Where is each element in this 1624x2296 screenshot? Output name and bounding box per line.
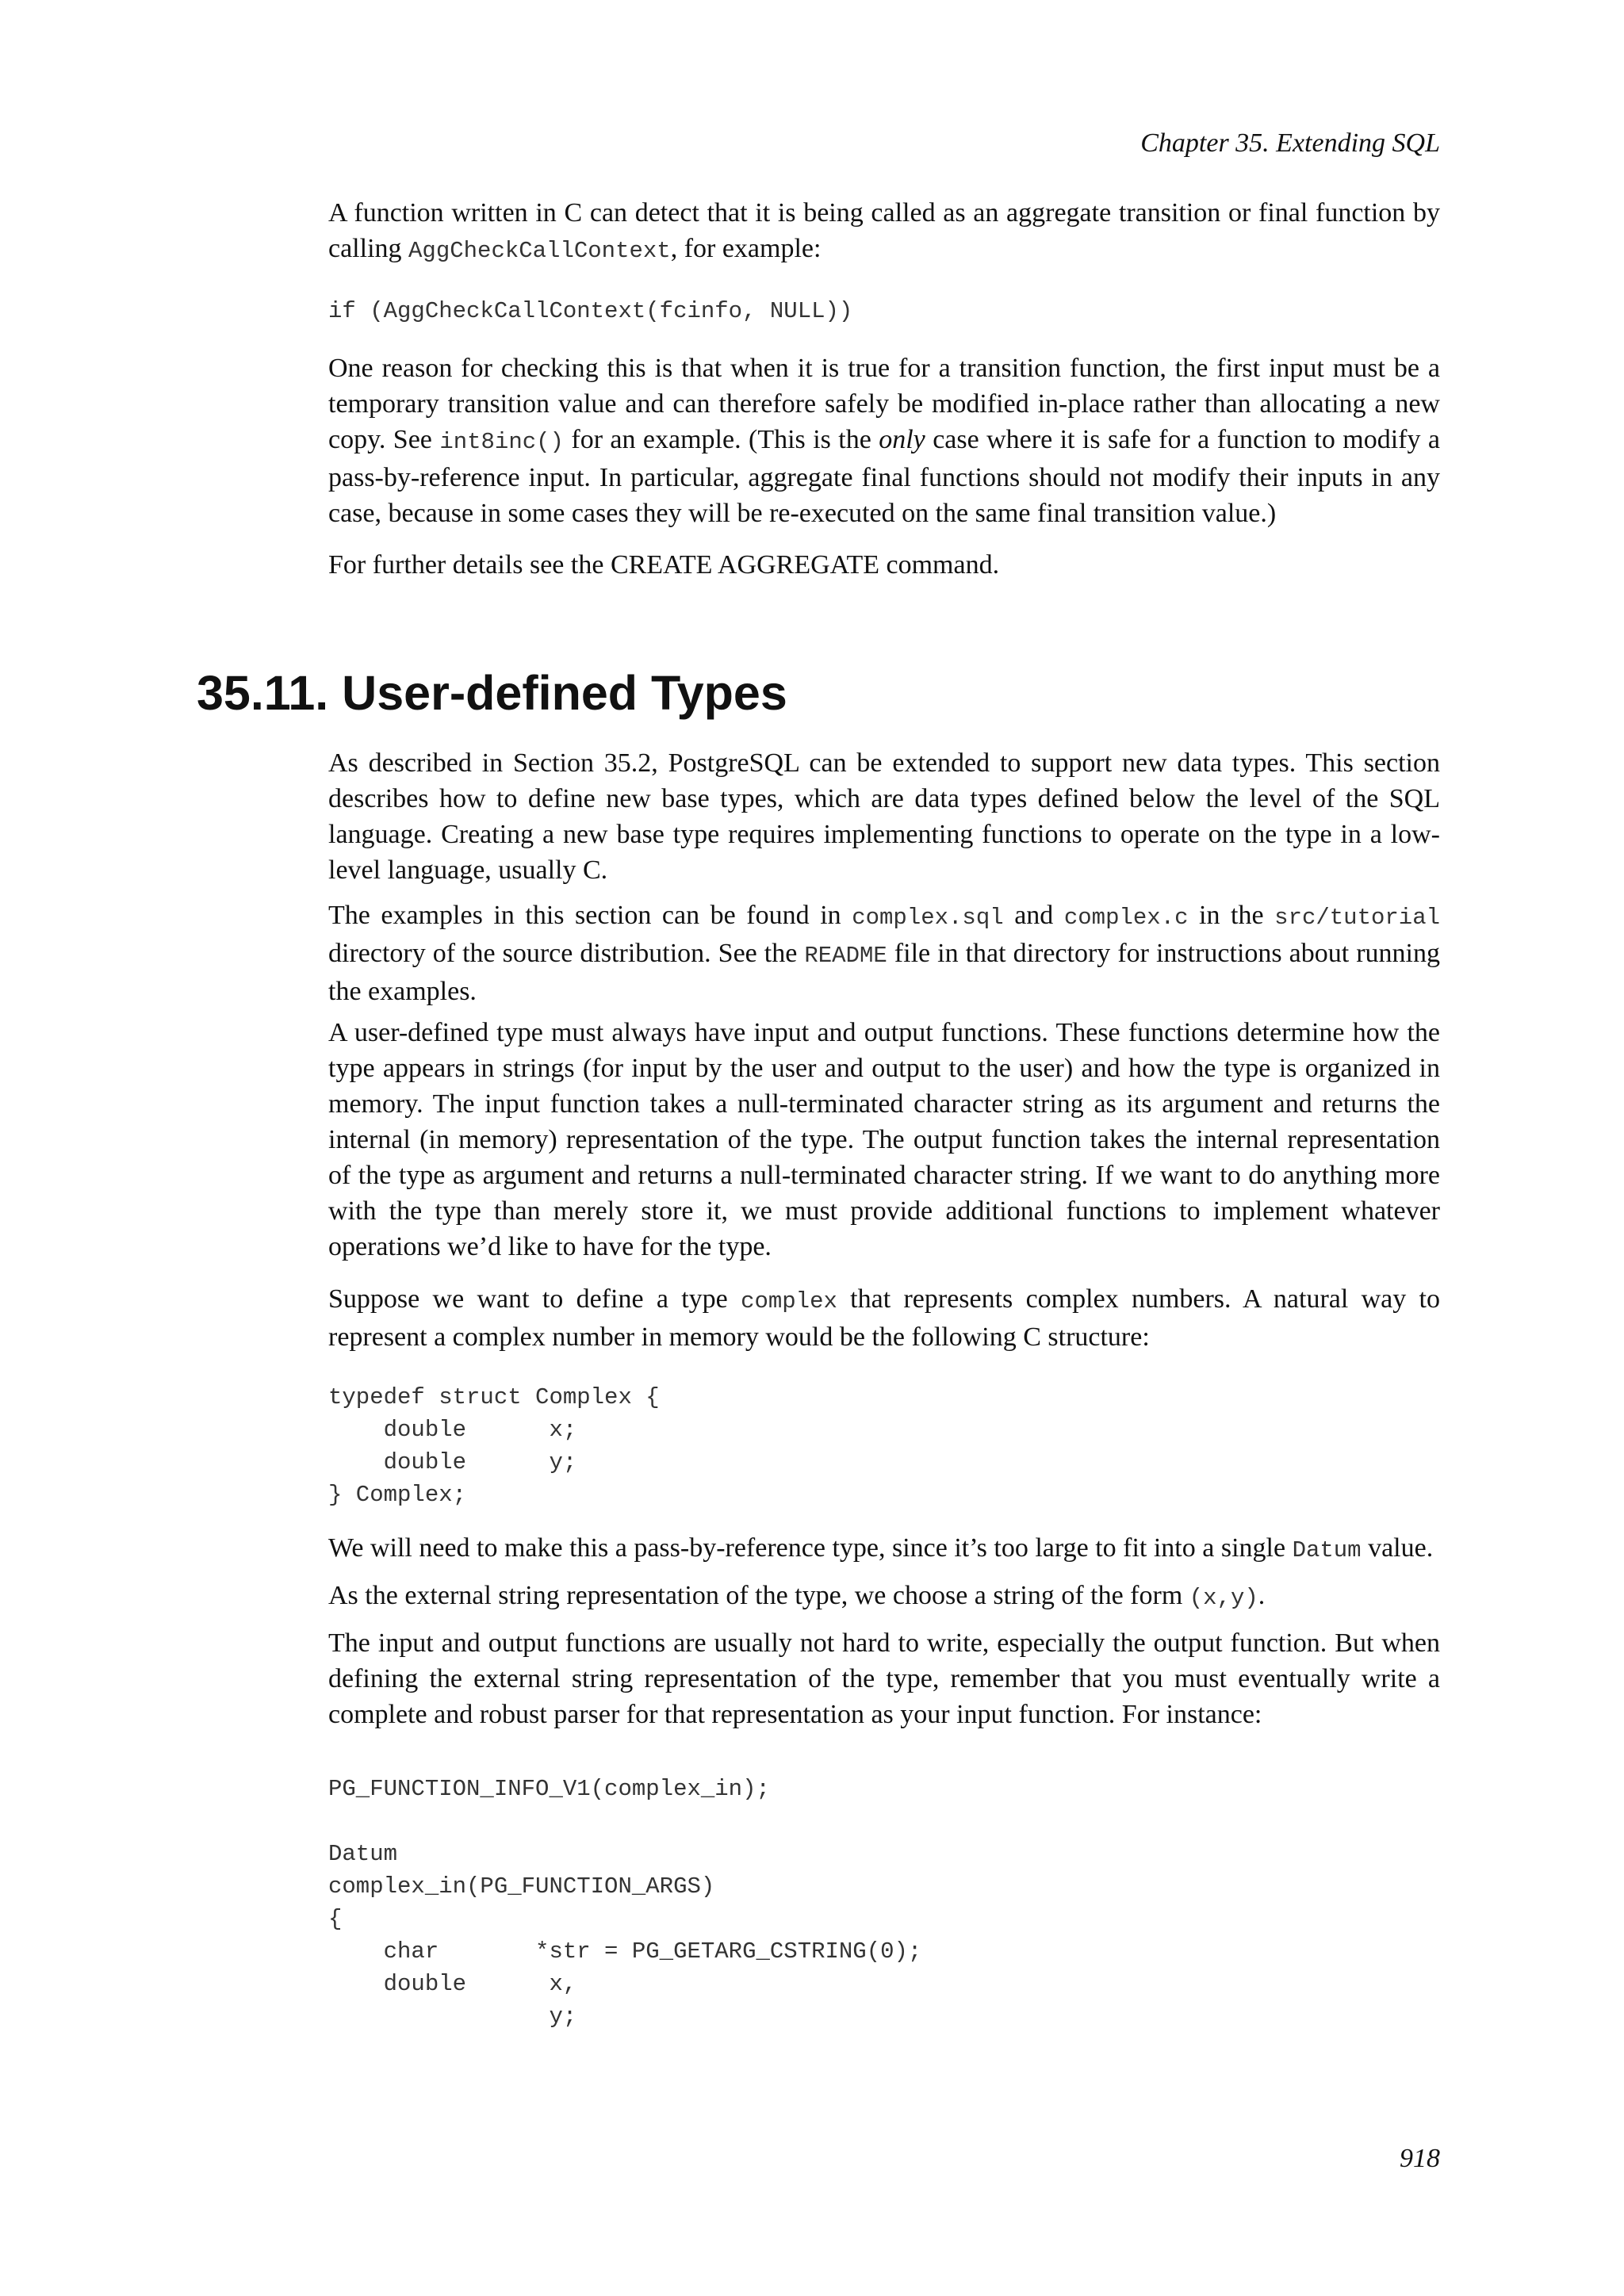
inline-code: src/tutorial — [1274, 905, 1441, 931]
page-number: 918 — [1400, 2144, 1440, 2173]
inline-code: int8inc() — [439, 429, 564, 455]
section-paragraph-1: As described in Section 35.2, PostgreSQL can be extended to support new data types. This section describes how to define new base types, which are data types defined below the level of the SQL language. Creating a new base type requires implementing functions to operate on the type in a low-level language, usually C. — [328, 748, 1440, 885]
section-paragraph-3: A user-defined type must always have input and output functions. These functions determine how the type appears in strings (for input by the user and output to the user) and how the type is organized in memory. The input function takes a null-terminated character string as its argument and returns the internal (in memory) representation of the type. The output function takes the internal representation of the type as argument and returns a null-terminated character string. If we want to do anything more with the type than merely store it, we must provide additional functions to implement whatever operations we’d like to have for the type. — [328, 1018, 1440, 1261]
code-block-agg-check: if (AggCheckCallContext(fcinfo, NULL)) — [328, 298, 853, 324]
section-paragraph-4 — [328, 1281, 1440, 1355]
inline-code: AggCheckCallContext — [408, 238, 671, 264]
section-paragraph-5 — [328, 1530, 1440, 1568]
text-run: case where it is safe for a function to modify a pass-by-reference input. In particular, aggregate final functions should not modify their inputs in any case, because in some cases they will be re-executed on the same final transition value.) — [328, 425, 1440, 528]
text-run: The examples in this section can be found in — [328, 901, 852, 930]
code-block-complex-in: PG_FUNCTION_INFO_V1(complex_in); Datum complex_in(PG_FUNCTION_ARGS) { char *str = PG_GETARG_CSTRING(0); double x, y; — [328, 1776, 922, 2030]
section-paragraph-7: The input and output functions are usually not hard to write, especially the output function. But when defining the external string representation of the type, remember that you must eventually write a complete and robust parser for that representation as your input function. For instance: — [328, 1628, 1440, 1729]
inline-code: README — [804, 943, 887, 969]
code-block-complex-struct: typedef struct Complex { double x; double y; } Complex; — [328, 1384, 660, 1508]
emphasis: only — [879, 425, 925, 454]
text-run: . — [1258, 1581, 1266, 1610]
inline-code: complex.sql — [852, 905, 1004, 931]
inline-code: Datum — [1292, 1537, 1362, 1563]
text-run: One reason for checking this is that when it is true for a transition function, the first input must be a temporary transition value and can therefore safely be modified in-place rather than allocating a new copy. See — [328, 354, 1440, 454]
text-run: value. — [1361, 1533, 1434, 1563]
section-paragraph-2 — [328, 897, 1440, 1009]
section-paragraph-6 — [328, 1578, 1440, 1616]
text-run: We will need to make this a pass-by-reference type, since it’s too large to fit into a single — [328, 1533, 1293, 1563]
text-run: and — [1003, 901, 1064, 930]
intro-paragraph-3: For further details see the CREATE AGGREGATE command. — [328, 550, 1000, 580]
inline-code: complex — [741, 1288, 837, 1314]
intro-paragraph-2 — [328, 350, 1440, 531]
running-header: Chapter 35. Extending SQL — [1140, 128, 1440, 158]
text-run: , for example: — [670, 234, 822, 263]
inline-code: complex.c — [1063, 905, 1189, 931]
inline-code: (x,y) — [1189, 1585, 1258, 1611]
text-run: A function written in C can detect that it is being called as an aggregate transition or final function by calling — [328, 198, 1440, 263]
text-run: for an example. (This is the — [563, 425, 879, 454]
text-run: that represents complex numbers. A natural way to represent a complex number in memory would be the following C structure: — [328, 1284, 1441, 1352]
intro-paragraph-1 — [328, 195, 1440, 269]
text-run: directory of the source distribution. See the — [328, 939, 805, 968]
text-run: file in that directory for instructions about running the examples. — [328, 939, 1440, 1006]
text-run: Suppose we want to define a type — [328, 1284, 741, 1314]
text-run: As the external string representation of the type, we choose a string of the form — [328, 1581, 1189, 1610]
section-heading: 35.11. User-defined Types — [197, 666, 787, 720]
text-run: in the — [1188, 901, 1275, 930]
